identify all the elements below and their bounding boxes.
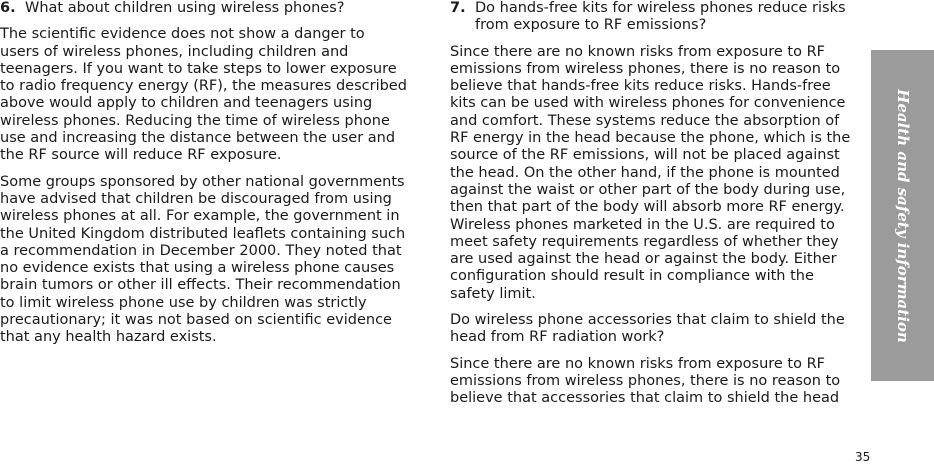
- answer-paragraph-1: The scientific evidence does not show a danger to users of wireless phones, including children and teenagers. If you want to take steps to lower exposure to radio frequency energy (RF), the measures described above would apply to children and teenagers using wireless phones. Reducing the time of wireless phone use and increasing the distance between the user and the RF source will reduce RF exposure.: [0, 26, 407, 164]
- question-text: What about children using wireless phones?: [25, 0, 345, 16]
- question-7: [450, 0, 856, 35]
- answer-paragraph-2: Since there are no known risks from exposure to RF emissions from wireless phones, there is no reason to believe that accessories that claim to shield the head: [450, 355, 841, 407]
- sub-question: Do wireless phone accessories that claim to shield the head from RF radiation work?: [450, 312, 845, 346]
- question-number: 7.: [450, 0, 466, 16]
- right-column: [450, 0, 856, 408]
- question-text: Do hands-free kits for wireless phones reduce risks from exposure to RF emissions?: [475, 0, 846, 34]
- answer-paragraph-2: Some groups sponsored by other national governments have advised that children be discouraged from using wireless phones at all. For example, the government in the United Kingdom distributed leaflets containing such a recommendation in December 2000. They noted that no evidence exists that using a wireless phone causes brain tumors or other ill effects. Their recommendation to limit wireless phone use by children was strictly precautionary; it was not based on scientific evidence that any health hazard exists.: [0, 173, 406, 346]
- question-number: 6.: [0, 0, 16, 16]
- section-side-tab: [871, 50, 934, 381]
- answer-paragraph-1: Since there are no known risks from exposure to RF emissions from wireless phones, there is no reason to believe that hands-free kits reduce risks. Hands-free kits can be used with wireless phones for convenience and comfort. These systems reduce the absorption of RF energy in the head because the phone, which is the source of the RF emissions, will not be placed against the head. On the other hand, if the phone is mounted against the waist or other part of the body during use, then that part of the body will absorb more RF energy. Wireless phones marketed in the U.S. are required to meet safety requirements regardless of whether they are used against the head or against the body. Either configuration should result in compliance with the safety limit.: [450, 43, 851, 302]
- page-number: 35: [855, 450, 871, 464]
- left-column: [0, 0, 408, 347]
- section-tab-label: Health and safety information: [893, 88, 912, 343]
- question-6: [0, 0, 408, 17]
